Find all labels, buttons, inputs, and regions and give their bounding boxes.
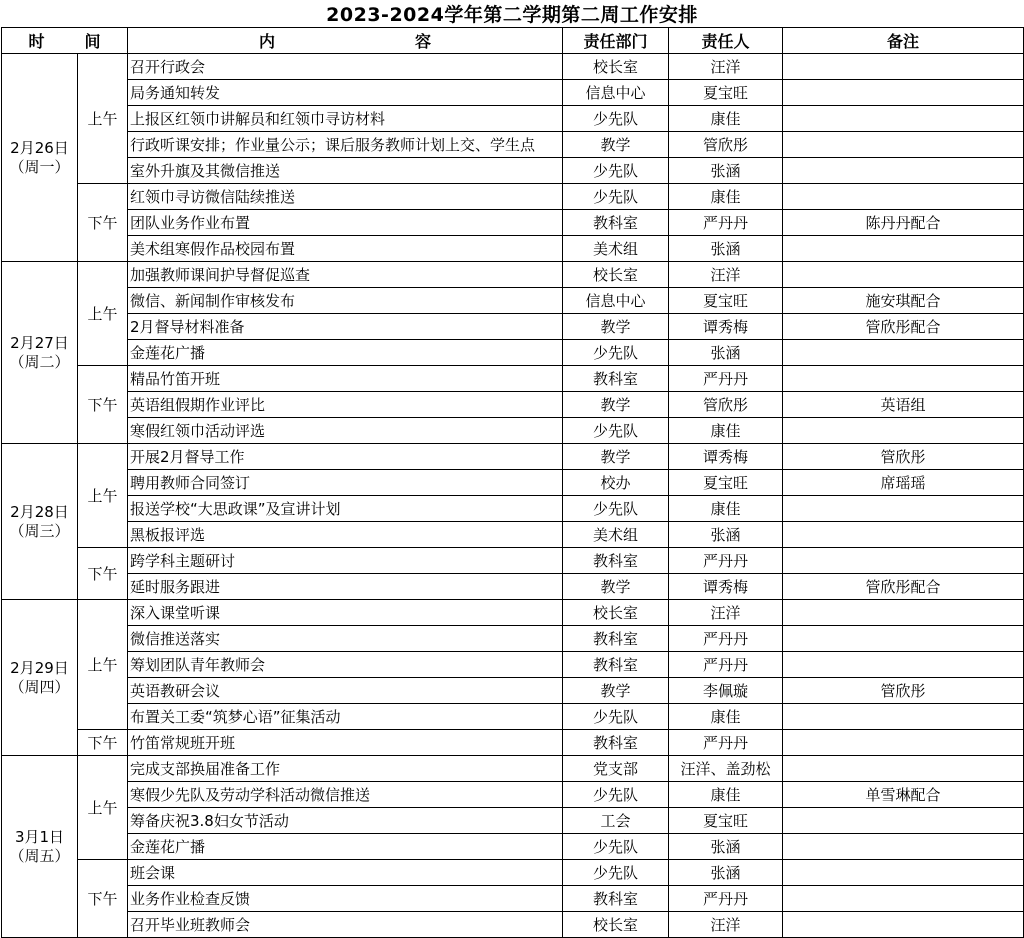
page-title: 2023-2024学年第二学期第二周工作安排 [326,4,698,26]
task-note [783,626,1024,652]
header-content-b: 容 [415,32,432,51]
table-row [2,80,1024,106]
table-row [2,132,1024,158]
task-person: 严丹丹 [669,366,783,392]
task-person: 张涵 [669,340,783,366]
task-dept: 教学 [563,314,669,340]
task-content: 寒假红领巾活动评选 [128,418,563,444]
task-content: 行政听课安排；作业量公示；课后服务教师计划上交、学生点 [128,132,563,158]
afternoon-label: 下午 [78,730,128,756]
table-row [2,678,1024,704]
task-content: 寒假少先队及劳动学科活动微信推送 [128,782,563,808]
task-person: 康佳 [669,106,783,132]
task-content: 精品竹笛开班 [128,366,563,392]
day-date: 2月29日 [10,658,69,677]
task-person: 汪洋、盖劲松 [669,756,783,782]
task-note [783,834,1024,860]
task-person: 张涵 [669,236,783,262]
day-cell [2,600,78,756]
task-person: 严丹丹 [669,730,783,756]
task-content: 红领巾寻访微信陆续推送 [128,184,563,210]
day-date: 2月27日 [10,333,69,352]
task-content: 跨学科主题研讨 [128,548,563,574]
day-cell [2,262,78,444]
task-note [783,704,1024,730]
task-content: 英语教研会议 [128,678,563,704]
task-dept: 校长室 [563,912,669,938]
table-row [2,782,1024,808]
task-note [783,158,1024,184]
day-weekday: （周三） [9,521,70,540]
task-note [783,496,1024,522]
table-row [2,314,1024,340]
task-note [783,912,1024,938]
task-content: 微信推送落实 [128,626,563,652]
table-row [2,54,1024,80]
task-person: 严丹丹 [669,626,783,652]
task-dept: 教科室 [563,730,669,756]
morning-label: 上午 [78,444,128,548]
table-row [2,730,1024,756]
header-time-a: 时 [28,32,45,51]
table-row [2,236,1024,262]
task-person: 康佳 [669,704,783,730]
task-note [783,548,1024,574]
task-content: 上报区红领巾讲解员和红领巾寻访材料 [128,106,563,132]
day-date: 2月26日 [10,138,69,157]
task-person: 严丹丹 [669,886,783,912]
day-weekday: （周二） [9,352,70,371]
task-content: 完成支部换届准备工作 [128,756,563,782]
day-cell [2,54,78,262]
table-row [2,340,1024,366]
task-dept: 教科室 [563,548,669,574]
task-person: 严丹丹 [669,652,783,678]
task-person: 康佳 [669,782,783,808]
task-note [783,366,1024,392]
task-person: 严丹丹 [669,210,783,236]
task-dept: 党支部 [563,756,669,782]
task-content: 室外升旗及其微信推送 [128,158,563,184]
task-note [783,236,1024,262]
task-note [783,808,1024,834]
task-person: 管欣彤 [669,132,783,158]
day-weekday: （周五） [9,846,70,865]
task-dept: 教科室 [563,886,669,912]
morning-label: 上午 [78,262,128,366]
task-dept: 校办 [563,470,669,496]
table-row [2,860,1024,886]
header-content [128,28,563,54]
task-note [783,652,1024,678]
task-dept: 校长室 [563,600,669,626]
table-row [2,704,1024,730]
task-note: 管欣彤配合 [783,574,1024,600]
task-content: 深入课堂听课 [128,600,563,626]
header-person: 责任人 [669,28,783,54]
task-dept: 校长室 [563,54,669,80]
task-dept: 少先队 [563,860,669,886]
task-person: 张涵 [669,158,783,184]
task-dept: 教科室 [563,210,669,236]
header-time-b: 间 [84,32,101,51]
task-person: 康佳 [669,496,783,522]
task-person: 张涵 [669,860,783,886]
task-person: 谭秀梅 [669,574,783,600]
task-content: 黑板报评选 [128,522,563,548]
day-cell [2,444,78,600]
task-note: 管欣彤 [783,444,1024,470]
task-dept: 教学 [563,444,669,470]
task-dept: 少先队 [563,496,669,522]
task-person: 康佳 [669,418,783,444]
task-note [783,886,1024,912]
task-person: 谭秀梅 [669,444,783,470]
table-row [2,470,1024,496]
task-person: 汪洋 [669,912,783,938]
task-content: 延时服务跟进 [128,574,563,600]
task-note [783,756,1024,782]
task-note [783,730,1024,756]
task-person: 汪洋 [669,54,783,80]
task-person: 管欣彤 [669,392,783,418]
task-note [783,340,1024,366]
schedule-body [2,54,1024,938]
header-note: 备注 [783,28,1024,54]
task-content: 聘用教师合同签订 [128,470,563,496]
task-note: 陈丹丹配合 [783,210,1024,236]
task-dept: 教学 [563,392,669,418]
task-note [783,860,1024,886]
task-person: 李佩璇 [669,678,783,704]
task-note: 管欣彤配合 [783,314,1024,340]
table-row [2,756,1024,782]
task-dept: 少先队 [563,106,669,132]
task-content: 班会课 [128,860,563,886]
task-dept: 教科室 [563,652,669,678]
table-row [2,574,1024,600]
task-dept: 少先队 [563,704,669,730]
table-row [2,626,1024,652]
task-content: 加强教师课间护导督促巡查 [128,262,563,288]
morning-label: 上午 [78,756,128,860]
task-note: 施安琪配合 [783,288,1024,314]
task-person: 夏宝旺 [669,80,783,106]
task-note [783,54,1024,80]
day-weekday: （周四） [9,677,70,696]
table-row [2,834,1024,860]
task-dept: 教科室 [563,366,669,392]
afternoon-label: 下午 [78,548,128,600]
day-date: 2月28日 [10,502,69,521]
task-content: 竹笛常规班开班 [128,730,563,756]
task-dept: 少先队 [563,834,669,860]
task-dept: 教学 [563,132,669,158]
task-person: 汪洋 [669,262,783,288]
task-content: 筹备庆祝3.8妇女节活动 [128,808,563,834]
task-person: 康佳 [669,184,783,210]
task-content: 筹划团队青年教师会 [128,652,563,678]
task-content: 召开毕业班教师会 [128,912,563,938]
task-note [783,132,1024,158]
task-dept: 少先队 [563,184,669,210]
table-row [2,262,1024,288]
table-row [2,548,1024,574]
table-row [2,366,1024,392]
task-content: 召开行政会 [128,54,563,80]
task-dept: 少先队 [563,418,669,444]
task-person: 张涵 [669,834,783,860]
task-content: 局务通知转发 [128,80,563,106]
task-note: 席瑶瑶 [783,470,1024,496]
task-dept: 教学 [563,574,669,600]
task-dept: 信息中心 [563,80,669,106]
task-person: 汪洋 [669,600,783,626]
afternoon-label: 下午 [78,184,128,262]
task-person: 夏宝旺 [669,470,783,496]
task-content: 报送学校“大思政课”及宣讲计划 [128,496,563,522]
task-note [783,80,1024,106]
table-row [2,522,1024,548]
schedule-table [1,27,1024,938]
day-weekday: （周一） [9,157,70,176]
table-row [2,496,1024,522]
table-row [2,392,1024,418]
table-row [2,886,1024,912]
table-row [2,808,1024,834]
task-dept: 少先队 [563,158,669,184]
task-dept: 信息中心 [563,288,669,314]
header-dept: 责任部门 [563,28,669,54]
task-dept: 工会 [563,808,669,834]
day-date: 3月1日 [14,827,65,846]
table-row [2,600,1024,626]
morning-label: 上午 [78,600,128,730]
header-time [2,28,128,54]
task-content: 开展2月督导工作 [128,444,563,470]
afternoon-label: 下午 [78,860,128,938]
task-content: 布置关工委“筑梦心语”征集活动 [128,704,563,730]
task-note: 单雪琳配合 [783,782,1024,808]
table-row [2,418,1024,444]
task-person: 严丹丹 [669,548,783,574]
task-dept: 少先队 [563,782,669,808]
task-note: 英语组 [783,392,1024,418]
task-dept: 美术组 [563,236,669,262]
afternoon-label: 下午 [78,366,128,444]
task-content: 2月督导材料准备 [128,314,563,340]
task-note [783,600,1024,626]
task-dept: 少先队 [563,340,669,366]
table-row [2,158,1024,184]
task-dept: 美术组 [563,522,669,548]
table-row [2,210,1024,236]
task-note [783,522,1024,548]
table-row [2,288,1024,314]
header-row [2,28,1024,54]
task-dept: 校长室 [563,262,669,288]
task-note [783,106,1024,132]
table-row [2,912,1024,938]
task-content: 业务作业检查反馈 [128,886,563,912]
task-note [783,418,1024,444]
task-person: 谭秀梅 [669,314,783,340]
table-row [2,444,1024,470]
day-cell [2,756,78,938]
task-content: 微信、新闻制作审核发布 [128,288,563,314]
task-person: 夏宝旺 [669,288,783,314]
table-row [2,652,1024,678]
task-content: 金莲花广播 [128,340,563,366]
task-note [783,184,1024,210]
task-content: 美术组寒假作品校园布置 [128,236,563,262]
table-row [2,106,1024,132]
task-person: 夏宝旺 [669,808,783,834]
task-note [783,262,1024,288]
task-dept: 教学 [563,678,669,704]
table-row [2,184,1024,210]
task-content: 团队业务作业布置 [128,210,563,236]
morning-label: 上午 [78,54,128,184]
task-note: 管欣彤 [783,678,1024,704]
task-content: 英语组假期作业评比 [128,392,563,418]
header-content-a: 内 [258,32,275,51]
task-content: 金莲花广播 [128,834,563,860]
task-dept: 教科室 [563,626,669,652]
task-person: 张涵 [669,522,783,548]
